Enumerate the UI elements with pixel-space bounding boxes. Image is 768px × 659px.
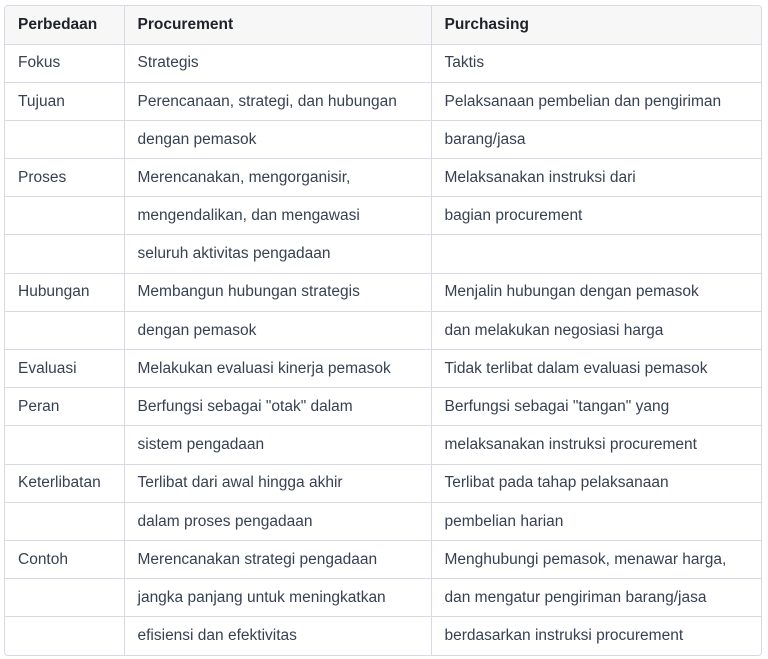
header-purchasing: Purchasing (431, 6, 762, 44)
table-cell (5, 197, 124, 235)
table-cell (5, 311, 124, 349)
table-cell: sistem pengadaan (124, 426, 431, 464)
table-cell: Merencanakan strategi pengadaan (124, 540, 431, 578)
table-row (5, 120, 762, 158)
table-cell: berdasarkan instruksi procurement (444, 627, 684, 645)
table-cell: dan melakukan negosiasi harga (431, 311, 762, 349)
table-cell: bagian procurement (431, 197, 762, 235)
table-cell: efisiensi dan efektivitas (124, 617, 431, 655)
table-cell: Proses (5, 159, 124, 197)
table-row (5, 350, 762, 388)
header-perbedaan: Perbedaan (5, 6, 124, 44)
table-cell: Berfungsi sebagai "otak" dalam (124, 388, 431, 426)
table-row (5, 502, 762, 540)
table-row (5, 235, 762, 273)
table-cell: Keterlibatan (5, 464, 124, 502)
table-cell: melaksanakan instruksi procurement (431, 426, 762, 464)
table-cell: Peran (5, 388, 124, 426)
table-row (5, 273, 762, 311)
table-cell: dengan pemasok (124, 311, 431, 349)
table-header-row (5, 6, 762, 44)
table-cell: mengendalikan, dan mengawasi (124, 197, 431, 235)
table-row (5, 82, 762, 120)
table-cell: Tidak terlibat dalam evaluasi pemasok (431, 350, 762, 388)
table-cell: Menjalin hubungan dengan pemasok (431, 273, 762, 311)
table-row (5, 617, 762, 655)
table-cell: Perencanaan, strategi, dan hubungan (124, 82, 431, 120)
table-cell: pembelian harian (431, 502, 762, 540)
table-cell: seluruh aktivitas pengadaan (124, 235, 431, 273)
table-cell: Menghubungi pemasok, menawar harga, (431, 540, 762, 578)
table-row (5, 311, 762, 349)
table-cell: Evaluasi (5, 350, 124, 388)
table-row (5, 579, 762, 617)
table-cell (5, 502, 124, 540)
header-procurement: Procurement (124, 6, 431, 44)
table-cell: Contoh (5, 540, 124, 578)
table-cell: dalam proses pengadaan (124, 502, 431, 540)
table-row (5, 426, 762, 464)
table-row (5, 388, 762, 426)
table-cell: Strategis (124, 44, 431, 82)
table-cell: Fokus (5, 44, 124, 82)
table-cell: Membangun hubungan strategis (124, 273, 431, 311)
table-cell (5, 617, 124, 655)
comparison-table (5, 6, 762, 655)
table-row (5, 44, 762, 82)
table-cell: Tujuan (5, 82, 124, 120)
table-row (5, 464, 762, 502)
table-cell (431, 235, 762, 273)
table-cell: dengan pemasok (124, 120, 431, 158)
table-cell: jangka panjang untuk meningkatkan (124, 579, 431, 617)
table-cell: Merencanakan, mengorganisir, (124, 159, 431, 197)
table-cell: Melaksanakan instruksi dari (431, 159, 762, 197)
table-cell: Terlibat pada tahap pelaksanaan (431, 464, 762, 502)
table-row (5, 159, 762, 197)
table-cell: Taktis (431, 44, 762, 82)
table-cell: barang/jasa (431, 120, 762, 158)
table-cell (5, 120, 124, 158)
table-cell: Melakukan evaluasi kinerja pemasok (124, 350, 431, 388)
table-cell: Hubungan (5, 273, 124, 311)
table-row (5, 540, 762, 578)
table-cell: Berfungsi sebagai "tangan" yang (431, 388, 762, 426)
table-cell (5, 579, 124, 617)
table-cell: Pelaksanaan pembelian dan pengiriman (431, 82, 762, 120)
table-row (5, 197, 762, 235)
comparison-table-container (4, 5, 762, 656)
table-cell: Terlibat dari awal hingga akhir (124, 464, 431, 502)
table-cell (5, 426, 124, 464)
table-cell (5, 235, 124, 273)
table-cell: dan mengatur pengiriman barang/jasa (431, 579, 762, 617)
